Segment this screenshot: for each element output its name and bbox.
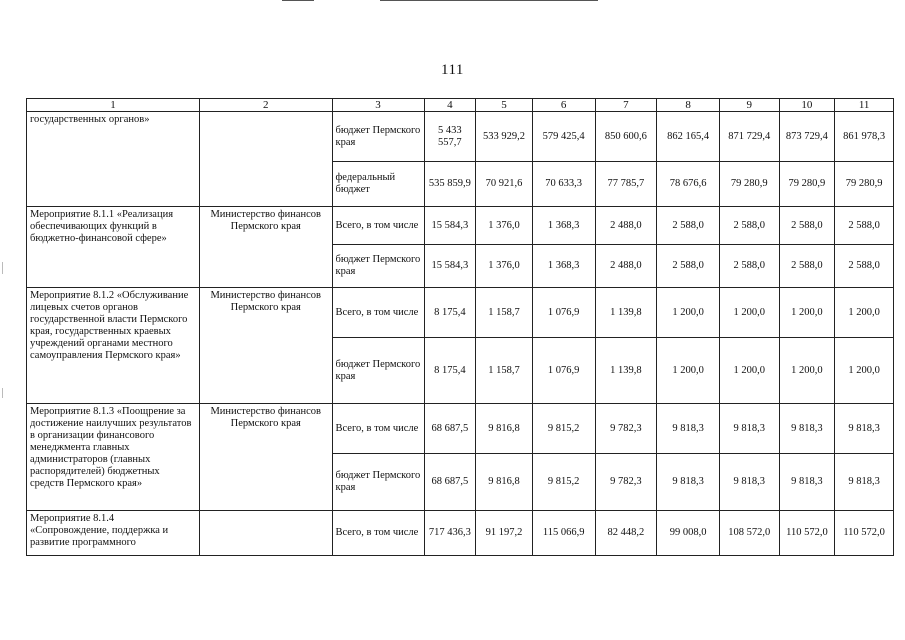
value-cell: 91 197,2 bbox=[476, 511, 533, 556]
value-cell: 79 280,9 bbox=[719, 162, 779, 207]
value-cell: 1 368,3 bbox=[532, 207, 595, 245]
column-header: 6 bbox=[532, 99, 595, 112]
value-cell: 79 280,9 bbox=[835, 162, 894, 207]
value-cell: 1 139,8 bbox=[595, 338, 657, 404]
value-cell: 1 139,8 bbox=[595, 288, 657, 338]
value-cell: 861 978,3 bbox=[835, 112, 894, 162]
value-cell: 78 676,6 bbox=[657, 162, 720, 207]
table-row bbox=[27, 511, 894, 556]
funding-source: Всего, в том числе bbox=[332, 207, 424, 245]
value-cell: 862 165,4 bbox=[657, 112, 720, 162]
responsible-executor bbox=[199, 511, 332, 556]
value-cell: 1 200,0 bbox=[835, 288, 894, 338]
column-header: 11 bbox=[835, 99, 894, 112]
value-cell: 2 588,0 bbox=[835, 245, 894, 288]
value-cell: 2 588,0 bbox=[835, 207, 894, 245]
value-cell: 9 782,3 bbox=[595, 454, 657, 511]
value-cell: 9 816,8 bbox=[476, 454, 533, 511]
funding-source: федеральный бюджет bbox=[332, 162, 424, 207]
funding-source: бюджет Пермского края bbox=[332, 112, 424, 162]
value-cell: 535 859,9 bbox=[424, 162, 476, 207]
budget-table bbox=[26, 98, 894, 556]
column-header: 8 bbox=[657, 99, 720, 112]
value-cell: 9 818,3 bbox=[657, 454, 720, 511]
column-header: 10 bbox=[779, 99, 835, 112]
scan-edge-mark bbox=[2, 262, 3, 274]
value-cell: 1 200,0 bbox=[657, 288, 720, 338]
value-cell: 717 436,3 bbox=[424, 511, 476, 556]
column-header: 5 bbox=[476, 99, 533, 112]
value-cell: 5 433 557,7 bbox=[424, 112, 476, 162]
value-cell: 1 200,0 bbox=[779, 338, 835, 404]
measure-name: Мероприятие 8.1.2 «Обслуживание лицевых счетов органов государственной власти Пермского края, государственных краевых учреждений органами местного самоуправления Пермского края» bbox=[27, 288, 200, 404]
value-cell: 1 200,0 bbox=[835, 338, 894, 404]
value-cell: 15 584,3 bbox=[424, 245, 476, 288]
value-cell: 533 929,2 bbox=[476, 112, 533, 162]
value-cell: 1 200,0 bbox=[719, 288, 779, 338]
column-header: 2 bbox=[199, 99, 332, 112]
measure-name: Мероприятие 8.1.4 «Сопровождение, поддержка и развитие программного bbox=[27, 511, 200, 556]
value-cell: 871 729,4 bbox=[719, 112, 779, 162]
value-cell: 108 572,0 bbox=[719, 511, 779, 556]
value-cell: 850 600,6 bbox=[595, 112, 657, 162]
value-cell: 110 572,0 bbox=[835, 511, 894, 556]
value-cell: 2 488,0 bbox=[595, 245, 657, 288]
measure-name: государственных органов» bbox=[27, 112, 200, 207]
value-cell: 9 815,2 bbox=[532, 404, 595, 454]
funding-source: Всего, в том числе bbox=[332, 404, 424, 454]
value-cell: 115 066,9 bbox=[532, 511, 595, 556]
value-cell: 70 921,6 bbox=[476, 162, 533, 207]
value-cell: 15 584,3 bbox=[424, 207, 476, 245]
value-cell: 79 280,9 bbox=[779, 162, 835, 207]
column-header: 7 bbox=[595, 99, 657, 112]
value-cell: 9 818,3 bbox=[835, 404, 894, 454]
funding-source: Всего, в том числе bbox=[332, 288, 424, 338]
value-cell: 9 818,3 bbox=[719, 404, 779, 454]
value-cell: 8 175,4 bbox=[424, 288, 476, 338]
value-cell: 1 376,0 bbox=[476, 207, 533, 245]
value-cell: 1 200,0 bbox=[657, 338, 720, 404]
measure-name: Мероприятие 8.1.3 «Поощрение за достижение наилучших результатов в организации финансового менеджмента главных администраторов (главных распорядителей) бюджетных средств Пермского края» bbox=[27, 404, 200, 511]
value-cell: 68 687,5 bbox=[424, 454, 476, 511]
value-cell: 9 816,8 bbox=[476, 404, 533, 454]
table-row bbox=[27, 207, 894, 245]
value-cell: 2 588,0 bbox=[657, 245, 720, 288]
value-cell: 2 588,0 bbox=[779, 245, 835, 288]
value-cell: 9 818,3 bbox=[779, 404, 835, 454]
value-cell: 1 368,3 bbox=[532, 245, 595, 288]
value-cell: 9 818,3 bbox=[835, 454, 894, 511]
scan-edge-mark bbox=[2, 388, 3, 398]
value-cell: 1 076,9 bbox=[532, 338, 595, 404]
page-number: 111 bbox=[441, 62, 464, 78]
value-cell: 2 588,0 bbox=[657, 207, 720, 245]
funding-source: бюджет Пермского края bbox=[332, 454, 424, 511]
table-row bbox=[27, 112, 894, 162]
funding-source: Всего, в том числе bbox=[332, 511, 424, 556]
value-cell: 1 076,9 bbox=[532, 288, 595, 338]
funding-source: бюджет Пермского края bbox=[332, 245, 424, 288]
value-cell: 1 200,0 bbox=[779, 288, 835, 338]
value-cell: 70 633,3 bbox=[532, 162, 595, 207]
value-cell: 1 158,7 bbox=[476, 338, 533, 404]
value-cell: 9 818,3 bbox=[657, 404, 720, 454]
value-cell: 8 175,4 bbox=[424, 338, 476, 404]
funding-source: бюджет Пермского края bbox=[332, 338, 424, 404]
header-row bbox=[27, 99, 894, 112]
measure-name: Мероприятие 8.1.1 «Реализация обеспечивающих функций в бюджетно-финансовой сфере» bbox=[27, 207, 200, 288]
value-cell: 110 572,0 bbox=[779, 511, 835, 556]
top-rule-right bbox=[380, 0, 598, 1]
value-cell: 1 158,7 bbox=[476, 288, 533, 338]
value-cell: 1 200,0 bbox=[719, 338, 779, 404]
value-cell: 9 818,3 bbox=[779, 454, 835, 511]
column-header: 1 bbox=[27, 99, 200, 112]
value-cell: 1 376,0 bbox=[476, 245, 533, 288]
value-cell: 9 782,3 bbox=[595, 404, 657, 454]
top-rule-left bbox=[282, 0, 314, 1]
value-cell: 2 488,0 bbox=[595, 207, 657, 245]
value-cell: 2 588,0 bbox=[719, 207, 779, 245]
responsible-executor: Министерство финансов Пермского края bbox=[199, 207, 332, 288]
responsible-executor: Министерство финансов Пермского края bbox=[199, 404, 332, 511]
value-cell: 9 815,2 bbox=[532, 454, 595, 511]
value-cell: 9 818,3 bbox=[719, 454, 779, 511]
responsible-executor: Министерство финансов Пермского края bbox=[199, 288, 332, 404]
value-cell: 2 588,0 bbox=[779, 207, 835, 245]
column-header: 9 bbox=[719, 99, 779, 112]
column-header: 4 bbox=[424, 99, 476, 112]
column-header: 3 bbox=[332, 99, 424, 112]
value-cell: 82 448,2 bbox=[595, 511, 657, 556]
value-cell: 873 729,4 bbox=[779, 112, 835, 162]
responsible-executor bbox=[199, 112, 332, 207]
table-row bbox=[27, 288, 894, 338]
value-cell: 579 425,4 bbox=[532, 112, 595, 162]
value-cell: 68 687,5 bbox=[424, 404, 476, 454]
value-cell: 77 785,7 bbox=[595, 162, 657, 207]
value-cell: 2 588,0 bbox=[719, 245, 779, 288]
value-cell: 99 008,0 bbox=[657, 511, 720, 556]
table-row bbox=[27, 404, 894, 454]
